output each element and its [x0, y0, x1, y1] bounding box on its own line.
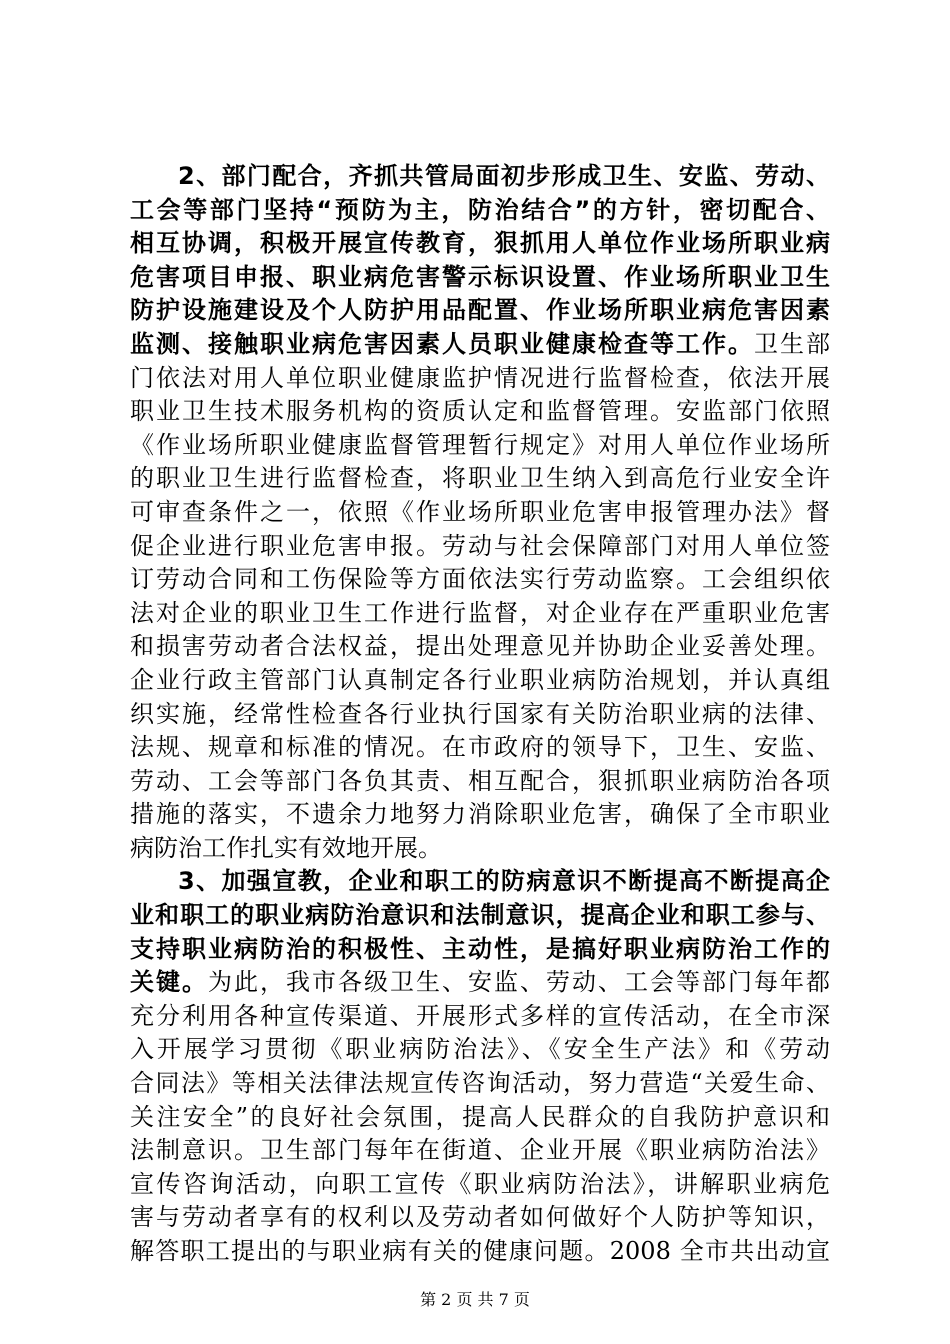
text-line: 《作业场所职业健康监督管理暂行规定》对用人单位作业场所: [130, 430, 830, 459]
text-line: [130, 966, 830, 1000]
text-line: 和损害劳动者合法权益，提出处理意见并协助企业妥善处理。: [130, 632, 830, 661]
text-line: 相互协调，积极开展宣传教育，狠抓用人单位作业场所职业病: [130, 229, 830, 258]
text-line: 织实施，经常性检查各行业执行国家有关防治职业病的法律、: [130, 699, 830, 728]
text-line: 职业卫生技术服务机构的资质认定和监督管理。安监部门依照: [130, 397, 830, 426]
text-line: 促企业进行职业危害申报。劳动与社会保障部门对用人单位签: [130, 531, 830, 560]
bold-text-segment: 监测、接触职业病危害因素人员职业健康检查等工作。: [130, 329, 754, 358]
document-body: [130, 160, 830, 1269]
text-line: 企业行政主管部门认真制定各行业职业病防治规划，并认真组: [130, 665, 830, 694]
text-line: 充分利用各种宣传渠道、开展形式多样的宣传活动，在全市深: [130, 1001, 830, 1030]
paragraph-1: [130, 160, 830, 865]
text-line: 宣传咨询活动，向职工宣传《职业病防治法》，讲解职业病危: [130, 1169, 830, 1198]
text-line: 的职业卫生进行监督检查，将职业卫生纳入到高危行业安全许: [130, 464, 830, 493]
text-line: 措施的落实，不遗余力地努力消除职业危害，确保了全市职业: [130, 800, 830, 829]
text-line: 支持职业病防治的积极性、主动性，是搞好职业病防治工作的: [130, 934, 830, 963]
text-line: [130, 328, 830, 362]
text-line: 可审查条件之一，依照《作业场所职业危害申报管理办法》督: [130, 497, 830, 526]
paragraph-2: [130, 865, 830, 1268]
text-line: 2、部门配合，齐抓共管局面初步形成卫生、安监、劳动、: [178, 162, 830, 190]
text-line: 害与劳动者享有的权利以及劳动者如何做好个人防护等知识，: [130, 1203, 830, 1232]
text-line: 3、加强宣教，企业和职工的防病意识不断提高不断提高企: [178, 867, 830, 896]
text-line: 危害项目申报、职业病危害警示标识设置、作业场所职业卫生: [130, 262, 830, 291]
bold-text-segment: 关键。: [130, 968, 208, 997]
page-number-footer: 第 2 页 共 7 页: [420, 1290, 530, 1309]
text-line: 法制意识。卫生部门每年在街道、企业开展《职业病防治法》: [130, 1136, 830, 1165]
text-line: 防护设施建设及个人防护用品配置、作业场所职业病危害因素: [130, 296, 830, 325]
text-segment: 卫生部: [754, 329, 830, 358]
text-segment: 为此，我市各级卫生、安监、劳动、工会等部门每年都: [208, 968, 830, 997]
text-line: 工会等部门坚持“预防为主，防治结合”的方针，密切配合、: [130, 195, 830, 224]
text-line: 法对企业的职业卫生工作进行监督，对企业存在严重职业危害: [130, 598, 830, 627]
text-line: 病防治工作扎实有效地开展。: [130, 833, 442, 862]
text-line: 关注安全”的良好社会氛围，提高人民群众的自我防护意识和: [130, 1102, 830, 1131]
text-line: 劳动、工会等部门各负其责、相互配合，狠抓职业病防治各项: [130, 766, 830, 795]
text-line: 法规、规章和标准的情况。在市政府的领导下，卫生、安监、: [130, 733, 830, 762]
text-line: 入开展学习贯彻《职业病防治法》、《安全生产法》和《劳动: [130, 1035, 830, 1064]
text-line: 订劳动合同和工伤保险等方面依法实行劳动监察。工会组织依: [130, 565, 830, 594]
text-line: 解答职工提出的与职业病有关的健康问题。2008 全市共出动宣: [130, 1237, 830, 1265]
text-line: 合同法》等相关法律法规宣传咨询活动，努力营造“关爱生命、: [130, 1069, 830, 1098]
text-line: 业和职工的职业病防治意识和法制意识，提高企业和职工参与、: [130, 901, 830, 930]
text-line: 门依法对用人单位职业健康监护情况进行监督检查，依法开展: [130, 363, 830, 392]
